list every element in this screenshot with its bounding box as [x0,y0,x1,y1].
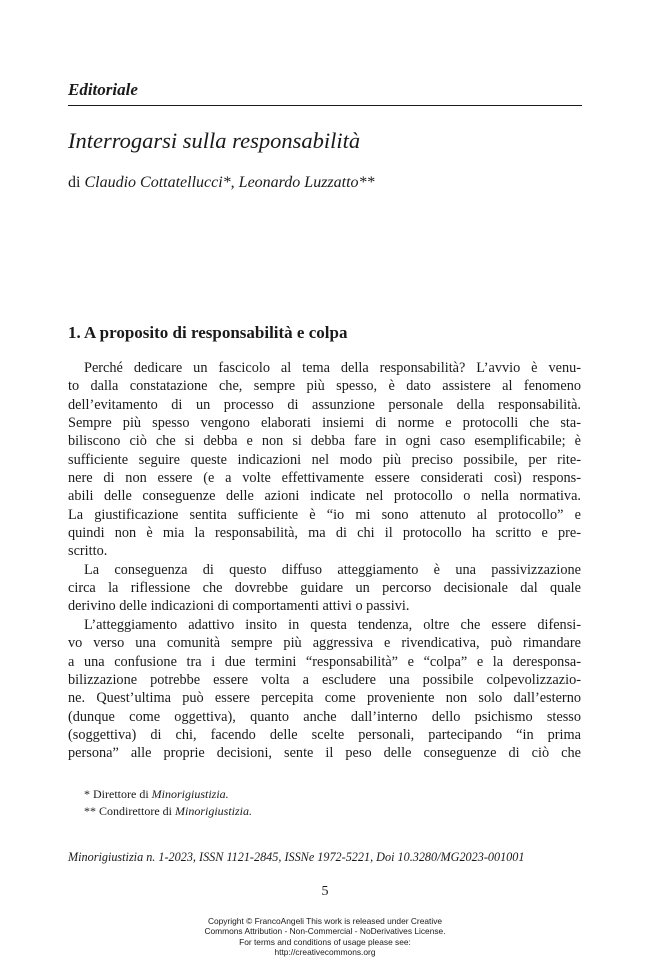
journal-citation: Minorigiustizia n. 1-2023, ISSN 1121-2845, ISSNe 1972-5221, Doi 10.3280/MG2023-001001 [68,850,525,864]
body-line: derivino delle indicazioni di comportamenti attivi o passivi. [68,598,410,615]
footnote-text: Direttore di [93,787,152,801]
body-line: Perché dedicare un fascicolo al tema della responsabilità? L’avvio è venu- [84,360,581,376]
body-line: sufficiente seguire queste indicazioni nel modo più preciso possibile, per rite- [68,451,581,468]
license-line: Commons Attribution - Non-Commercial - NoDerivatives License. [204,926,446,937]
body-line: (dunque come oggettiva), quanto anche dall’interno dello psichismo stesso [68,708,581,725]
body-line: persona” alle proprie decisioni, sente il peso delle conseguenze di ciò che [68,745,581,762]
body-line: (soggettiva) di chi, facendo delle scelte personali, partecipando “in prima [68,726,581,743]
body-line: abili delle conseguenze delle azioni indicate nel protocollo o nella normativa. [68,488,581,505]
body-line: a una confusione tra i due termini “responsabilità” e “colpa” e la deresponsa- [68,653,581,670]
article-title: Interrogarsi sulla responsabilità [68,128,361,153]
footnote-marker: ** [84,804,96,818]
body-line: Sempre più spesso vengono elaborati insiemi di norme e protocolli che sta- [68,415,581,432]
license-link[interactable]: http://creativecommons.org [274,946,376,957]
footnote [84,803,252,820]
body-line: La conseguenza di questo diffuso atteggiamento è una passivizzazione [84,561,581,578]
body-line: L’atteggiamento adattivo insito in questa tendenza, oltre che essere difensi- [84,616,581,633]
section-label: Editoriale [68,80,138,99]
body-line: circa la riflessione che dovrebbe guidare un percorso decisionale dal quale [68,580,581,597]
body-line: dell’evitamento di un processo di assunzione personale della responsabilità. [68,396,581,413]
license-line: Copyright © FrancoAngeli This work is released under Creative [207,916,443,926]
license-line: For terms and conditions of usage please see: [239,936,411,947]
body-line: ne. Quest’ultima può essere percepita come proveniente non solo dall’esterno [68,690,581,707]
footnote [84,786,252,803]
license-notice [140,916,510,957]
footnote-marker: * [84,787,90,801]
byline-prefix: di [68,174,81,191]
byline-authors: Claudio Cottatellucci*, Leonardo Luzzatto** [84,174,375,191]
footnote-journal: Minorigiustizia. [174,804,252,818]
header-rule [68,105,582,106]
body-line: biliscono ciò che si debba e non si debba fare in ogni caso esemplificabile; è [68,433,581,450]
body-line: La giustificazione sentita sufficiente è “io mi sono attenuto al protocollo” e [68,506,581,523]
body-line: to dalla constatazione che, sempre più spesso, è dato assistere al fenomeno [68,378,581,395]
footnote-journal: Minorigiustizia. [151,787,229,801]
body-text [68,359,581,763]
footnotes [84,786,252,820]
footnote-text: Condirettore di [99,804,175,818]
body-line: nere di non essere (e a volte effettivamente essere considerati così) respons- [68,470,581,487]
body-line: bilizzazione potrebbe essere volta a escludere una possibile colpevolizzazio- [68,671,581,688]
section-heading: 1. A proposito di responsabilità e colpa [68,323,348,342]
body-line: scritto. [68,543,108,560]
body-line: quindi non è mia la responsabilità, ma di chi il protocollo ha scritto e pre- [68,525,581,542]
page-number: 5 [321,884,329,899]
byline [68,174,375,192]
body-line: vo verso una comunità sempre più aggressiva e rivendicativa, può rimandare [68,635,581,652]
